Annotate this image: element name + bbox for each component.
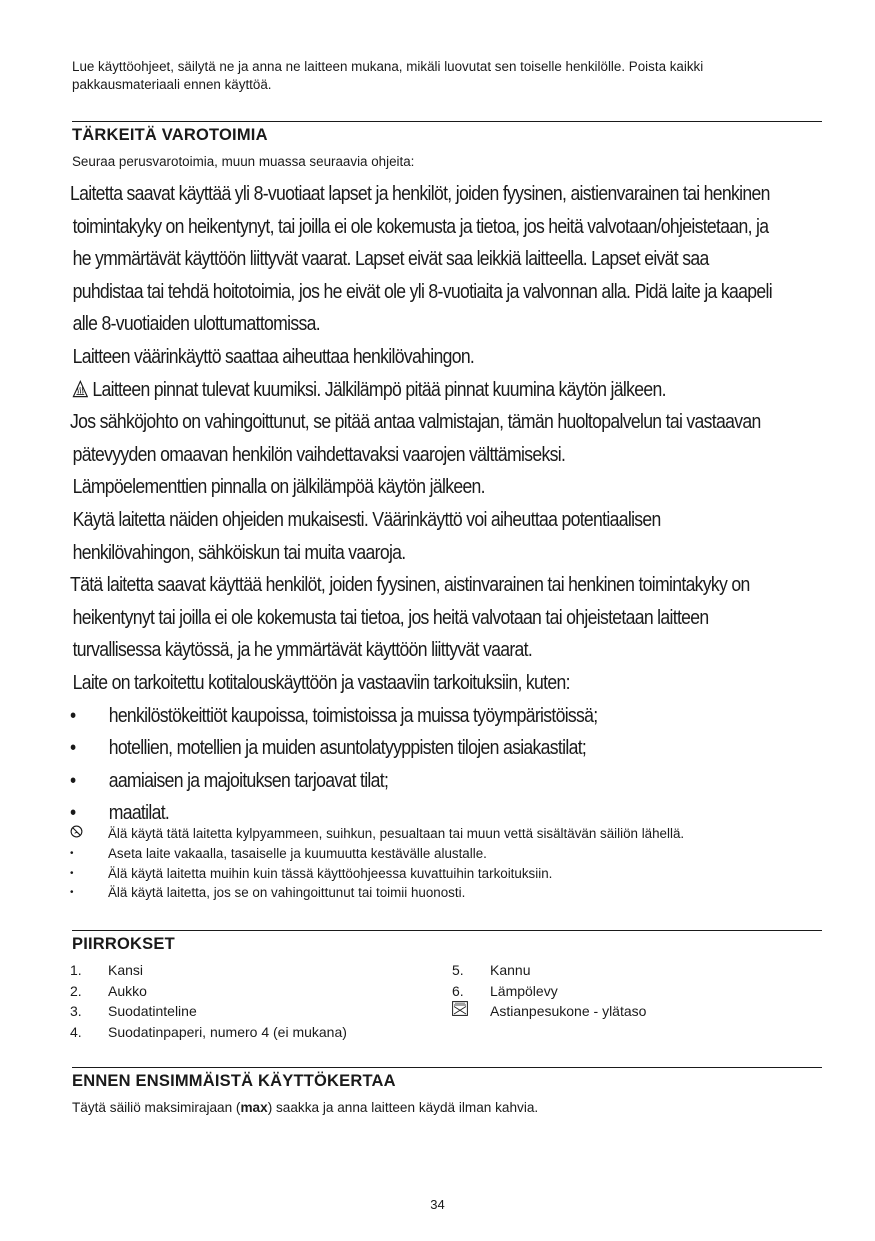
parts-list-right (452, 960, 646, 1022)
use-item-text: aamiaisen ja majoituksen tarjoavat tilat; (108, 768, 389, 792)
bullet: • (70, 736, 76, 760)
page-number: 34 (430, 1197, 445, 1212)
safety-p1-line4: puhdistaa tai tehdä hoitotoimia, jos he eivät ole yli 8-vuotiaita ja valvonnan alla. Pidä laite ja kaapeli (72, 279, 772, 303)
drawings-title: PIIRROKSET (72, 935, 175, 953)
prohibited-icon (70, 825, 83, 838)
list-item (70, 883, 830, 903)
safety-p7-line2: heikentynyt tai joilla ei ole kokemusta tai tietoa, jos heitä valvotaan tai ohjeistetaan laitteen (72, 605, 709, 629)
first-use-text-before: Täytä säiliö maksimirajaan ( (72, 1100, 241, 1115)
list-item (70, 864, 830, 884)
part-number: 3. (70, 1003, 82, 1020)
max-label: max (240, 1100, 268, 1115)
dishwasher-label: Astianpesukone - ylätaso (490, 1003, 647, 1020)
safety-p1-line1: Laitetta saavat käyttää yli 8-vuotiaat lapset ja henkilöt, joiden fyysinen, aistienvarainen tai henkinen (70, 182, 770, 205)
part-label: Lämpölevy (490, 982, 558, 999)
part-number: 2. (70, 982, 82, 999)
part-label: Suodatinpaperi, numero 4 (ei mukana) (108, 1023, 347, 1040)
no-water-mark (70, 824, 108, 844)
use-item-text: henkilöstökeittiöt kaupoissa, toimistoissa ja muissa työympäristöissä; (108, 703, 598, 727)
safety-subtitle: Seuraa perusvarotoimia, muun muassa seuraavia ohjeita: (72, 154, 415, 169)
small-item-text: Älä käytä laitetta muihin kuin tässä käyttöohjeessa kuvattuihin tarkoituksiin. (108, 865, 553, 881)
part-number: 5. (452, 962, 464, 978)
part-label: Suodatinteline (108, 1003, 197, 1020)
safety-p3-row (70, 374, 827, 407)
safety-p1-line3: he ymmärtävät käyttöön liittyvät vaarat. Lapset eivät saa leikkiä laitteella. Lapset eivät saa (72, 247, 709, 271)
safety-instructions (70, 178, 827, 830)
use-item (70, 700, 827, 733)
first-use-text-after: ) saakka ja anna laitteen käydä ilman kahvia. (267, 1100, 539, 1115)
safety-p6-line1: Käytä laitetta näiden ohjeiden mukaisesti. Väärinkäyttö voi aiheuttaa potentiaalisen (72, 507, 661, 531)
use-item-text: maatilat. (108, 801, 170, 825)
use-item (70, 732, 827, 765)
part-label: Kansi (108, 962, 144, 978)
part-number: 6. (452, 982, 464, 999)
safety-p1-line5: alle 8-vuotiaiden ulottumattomissa. (72, 312, 320, 336)
part-label: Kannu (490, 962, 531, 978)
section-rule-first-use (72, 1067, 822, 1068)
safety-p4-line2: pätevyyden omaavan henkilön vaihdettavaksi vaarojen välttämiseksi. (72, 442, 566, 466)
list-item (452, 981, 646, 1002)
part-number: 1. (70, 962, 82, 978)
first-use-title: ENNEN ENSIMMÄISTÄ KÄYTTÖKERTAA (72, 1072, 396, 1090)
use-item-text: hotellien, motellien ja muiden asuntolatyyppisten tilojen asiakastilat; (108, 736, 587, 760)
bullet: • (70, 887, 74, 899)
safety-p7-line1: Tätä laitetta saavat käyttää henkilöt, joiden fyysinen, aistinvarainen tai henkinen toimintakyky on (70, 573, 750, 597)
safety-small-list (70, 824, 830, 903)
safety-p5: Lämpöelementtien pinnalla on jälkilämpöä käytön jälkeen. (72, 475, 485, 499)
safety-p3: Laitteen pinnat tulevat kuumiksi. Jälkilämpö pitää pinnat kuumina käytön jälkeen. (92, 377, 666, 401)
parts-list-left (70, 960, 347, 1042)
dishwasher-mark (452, 1001, 490, 1022)
intro-text: Lue käyttöohjeet, säilytä ne ja anna ne laitteen mukana, mikäli luovutat sen toiselle henkilölle. Poista kaikki pakkausmateriaali ennen käyttöä. (72, 59, 704, 92)
list-item (70, 1001, 347, 1022)
section-rule-safety (72, 121, 822, 122)
safety-p2: Laitteen väärinkäyttö saattaa aiheuttaa henkilövahingon. (72, 344, 475, 368)
hot-surface-warning-icon (73, 380, 88, 398)
safety-p6-line2: henkilövahingon, sähköiskun tai muita vaaroja. (72, 540, 406, 564)
dishwasher-icon (452, 1001, 468, 1016)
first-use-text (72, 1100, 538, 1115)
part-label: Aukko (108, 982, 147, 999)
bullet: • (70, 801, 76, 825)
small-item-text: Älä käytä laitetta, jos se on vahingoittunut tai toimii huonosti. (108, 885, 466, 901)
safety-title: TÄRKEITÄ VAROTOIMIA (72, 126, 268, 144)
safety-p1-line2: toimintakyky on heikentynyt, tai joilla ei ole kokemusta ja tietoa, jos heitä valvotaan/ohjeistetaan, ja (72, 214, 769, 238)
small-item-text: Älä käytä tätä laitetta kylpyammeen, suihkun, pesualtaan tai muun vettä sisältävän säiliön lähellä. (108, 826, 685, 841)
bullet: • (70, 703, 76, 727)
list-item (70, 824, 830, 844)
use-item (70, 765, 827, 798)
safety-p7-line3: turvallisessa käytössä, ja he ymmärtävät käyttöön liittyvät vaarat. (72, 638, 533, 662)
list-item (70, 960, 347, 981)
list-item (452, 960, 646, 981)
safety-p8: Laite on tarkoitettu kotitalouskäyttöön ja vastaaviin tarkoituksiin, kuten: (72, 670, 570, 694)
list-item (452, 1001, 646, 1022)
bullet: • (70, 768, 76, 792)
list-item (70, 981, 347, 1002)
part-number: 4. (70, 1023, 82, 1040)
bullet: • (70, 867, 74, 879)
list-item (70, 844, 830, 864)
section-rule-drawings (72, 930, 822, 931)
bullet: • (70, 847, 74, 859)
list-item (70, 1022, 347, 1043)
small-item-text: Aseta laite vakaalla, tasaiselle ja kuumuutta kestävälle alustalle. (108, 845, 487, 861)
safety-p4-line1: Jos sähköjohto on vahingoittunut, se pitää antaa valmistajan, tämän huoltopalvelun tai vastaavan (70, 410, 761, 434)
